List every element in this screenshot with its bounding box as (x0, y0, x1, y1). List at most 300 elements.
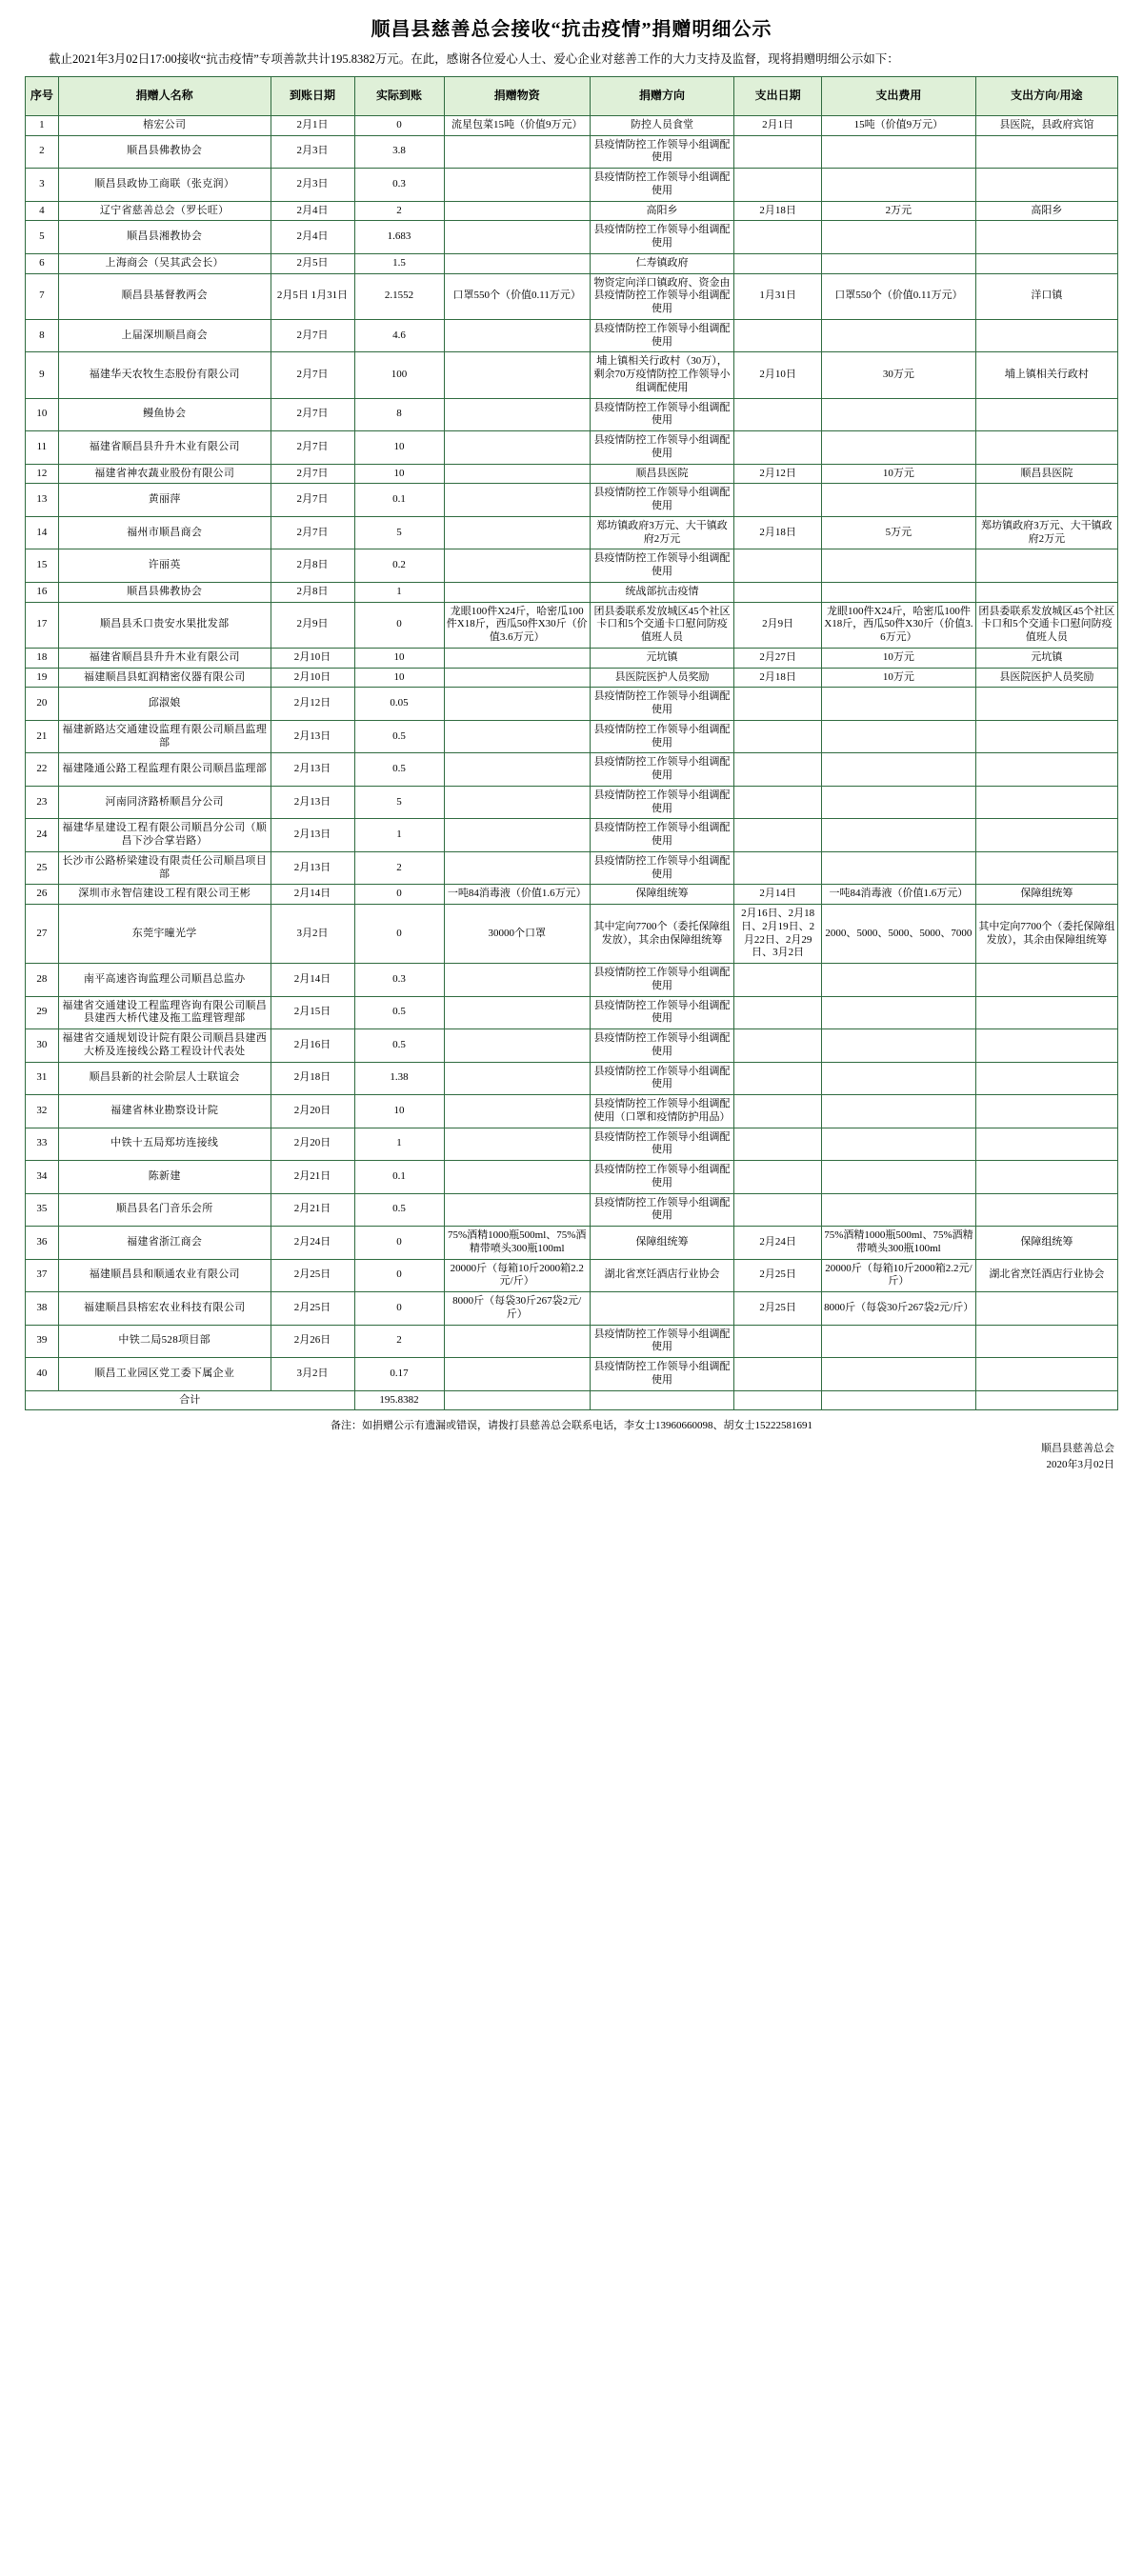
cell-pay-amount: 龙眼100件X24斤，哈密瓜100件X18斤，西瓜50件X30斤（价值3.6万元） (822, 602, 976, 648)
cell-direction: 湖北省烹饪酒店行业协会 (590, 1259, 733, 1292)
table-row (26, 431, 1118, 465)
cell-pay-amount (822, 169, 976, 202)
table-row (26, 221, 1118, 254)
cell-goods (444, 464, 590, 484)
cell-amount: 1.683 (354, 221, 444, 254)
cell-index: 35 (26, 1193, 59, 1227)
cell-pay-amount (822, 582, 976, 602)
table-row (26, 1259, 1118, 1292)
cell-pay-use: 顺昌县医院 (975, 464, 1117, 484)
cell-pay-date: 2月18日 (734, 516, 822, 549)
column-header-goods: 捐赠物资 (444, 76, 590, 115)
cell-pay-amount (822, 1358, 976, 1391)
cell-pay-date (734, 169, 822, 202)
cell-direction: 县疫情防控工作领导小组调配使用 (590, 221, 733, 254)
cell-date: 2月21日 (271, 1161, 354, 1194)
cell-index: 6 (26, 253, 59, 273)
cell-donor-name: 顺昌县新的社会阶层人士联谊会 (58, 1062, 271, 1095)
cell-date: 2月12日 (271, 688, 354, 721)
cell-goods (444, 431, 590, 465)
cell-pay-date (734, 1193, 822, 1227)
cell-index: 3 (26, 169, 59, 202)
cell-pay-use (975, 135, 1117, 169)
cell-pay-date (734, 1161, 822, 1194)
table-row (26, 753, 1118, 787)
cell-donor-name: 上海商会（吴其武会长） (58, 253, 271, 273)
cell-goods (444, 582, 590, 602)
cell-pay-use (975, 1128, 1117, 1161)
cell-goods: 龙眼100件X24斤，哈密瓜100件X18斤，西瓜50件X30斤（价值3.6万元） (444, 602, 590, 648)
cell-date: 2月8日 (271, 549, 354, 583)
cell-pay-use: 洋口镇 (975, 273, 1117, 319)
cell-pay-amount (822, 221, 976, 254)
cell-donor-name: 河南同济路桥顺昌分公司 (58, 786, 271, 819)
cell-pay-use (975, 319, 1117, 352)
table-row (26, 1325, 1118, 1358)
table-row (26, 688, 1118, 721)
cell-date: 2月20日 (271, 1128, 354, 1161)
cell-donor-name: 南平高速咨询监理公司顺昌总监办 (58, 964, 271, 997)
table-row (26, 1358, 1118, 1391)
cell-date: 2月20日 (271, 1095, 354, 1128)
table-row (26, 819, 1118, 852)
cell-date: 2月13日 (271, 851, 354, 885)
cell-amount: 5 (354, 786, 444, 819)
table-row (26, 851, 1118, 885)
cell-pay-date (734, 253, 822, 273)
table-row (26, 720, 1118, 753)
cell-donor-name: 顺昌县湘教协会 (58, 221, 271, 254)
cell-goods (444, 688, 590, 721)
cell-pay-amount (822, 398, 976, 431)
table-row (26, 352, 1118, 398)
cell-amount: 0.5 (354, 753, 444, 787)
table-row (26, 464, 1118, 484)
table-row (26, 786, 1118, 819)
cell-pay-use: 郑坊镇政府3万元、大干镇政府2万元 (975, 516, 1117, 549)
cell-amount: 0.5 (354, 996, 444, 1029)
cell-goods (444, 1029, 590, 1063)
table-row (26, 484, 1118, 517)
cell-direction: 县疫情防控工作领导小组调配使用 (590, 1029, 733, 1063)
cell-goods (444, 964, 590, 997)
cell-pay-use (975, 1292, 1117, 1326)
cell-goods (444, 549, 590, 583)
cell-pay-date (734, 431, 822, 465)
table-row (26, 115, 1118, 135)
cell-pay-date (734, 753, 822, 787)
cell-donor-name: 许丽英 (58, 549, 271, 583)
cell-amount: 10 (354, 668, 444, 688)
cell-date: 2月21日 (271, 1193, 354, 1227)
cell-pay-use (975, 1193, 1117, 1227)
cell-goods (444, 221, 590, 254)
cell-donor-name: 福建省交通规划设计院有限公司顺昌县建西大桥及连接线公路工程设计代表处 (58, 1029, 271, 1063)
cell-index: 22 (26, 753, 59, 787)
cell-date: 2月5日 1月31日 (271, 273, 354, 319)
cell-pay-amount: 10万元 (822, 464, 976, 484)
cell-pay-amount (822, 1095, 976, 1128)
cell-amount: 0 (354, 905, 444, 964)
cell-pay-date (734, 582, 822, 602)
cell-index: 30 (26, 1029, 59, 1063)
cell-pay-use: 湖北省烹饪酒店行业协会 (975, 1259, 1117, 1292)
cell-pay-date (734, 819, 822, 852)
cell-goods (444, 786, 590, 819)
cell-donor-name: 榕宏公司 (58, 115, 271, 135)
cell-direction: 县疫情防控工作领导小组调配使用 (590, 398, 733, 431)
column-header-payamount: 支出费用 (822, 76, 976, 115)
cell-direction: 县疫情防控工作领导小组调配使用 (590, 484, 733, 517)
cell-pay-use (975, 484, 1117, 517)
cell-pay-amount (822, 319, 976, 352)
cell-pay-amount: 8000斤（每袋30斤267袋2元/斤） (822, 1292, 976, 1326)
table-total-row (26, 1390, 1118, 1410)
cell-pay-use (975, 688, 1117, 721)
cell-pay-amount: 30万元 (822, 352, 976, 398)
cell-donor-name: 福建隆通公路工程监理有限公司顺昌监理部 (58, 753, 271, 787)
cell-pay-use (975, 582, 1117, 602)
cell-direction: 县疫情防控工作领导小组调配使用 (590, 753, 733, 787)
cell-amount: 0.05 (354, 688, 444, 721)
cell-pay-date (734, 319, 822, 352)
cell-amount: 2 (354, 1325, 444, 1358)
cell-direction: 高阳乡 (590, 201, 733, 221)
cell-pay-use: 团县委联系发放城区45个社区卡口和5个交通卡口慰问防疫值班人员 (975, 602, 1117, 648)
cell-amount: 2 (354, 201, 444, 221)
table-row (26, 1193, 1118, 1227)
cell-direction: 县疫情防控工作领导小组调配使用 (590, 819, 733, 852)
table-row (26, 398, 1118, 431)
cell-goods: 一吨84消毒液（价值1.6万元） (444, 885, 590, 905)
cell-date: 2月4日 (271, 201, 354, 221)
cell-date: 2月14日 (271, 885, 354, 905)
cell-pay-use (975, 964, 1117, 997)
cell-donor-name: 中铁十五局郑坊连接线 (58, 1128, 271, 1161)
cell-date: 2月10日 (271, 648, 354, 668)
cell-pay-amount (822, 688, 976, 721)
cell-direction: 其中定向7700个（委托保障组发放），其余由保障组统筹 (590, 905, 733, 964)
cell-index: 11 (26, 431, 59, 465)
cell-donor-name: 福州市顺昌商会 (58, 516, 271, 549)
cell-index: 37 (26, 1259, 59, 1292)
cell-direction: 县疫情防控工作领导小组调配使用 (590, 1193, 733, 1227)
cell-date: 2月7日 (271, 464, 354, 484)
cell-date: 2月16日 (271, 1029, 354, 1063)
cell-pay-use (975, 851, 1117, 885)
cell-pay-amount: 一吨84消毒液（价值1.6万元） (822, 885, 976, 905)
cell-pay-amount (822, 484, 976, 517)
cell-pay-amount (822, 786, 976, 819)
cell-pay-date (734, 221, 822, 254)
cell-amount: 0 (354, 602, 444, 648)
cell-amount: 10 (354, 648, 444, 668)
signature-block (0, 1439, 1143, 1491)
cell-goods (444, 516, 590, 549)
cell-pay-use (975, 786, 1117, 819)
table-body (26, 115, 1118, 1410)
cell-pay-use (975, 253, 1117, 273)
cell-direction: 县疫情防控工作领导小组调配使用 (590, 786, 733, 819)
cell-index: 27 (26, 905, 59, 964)
cell-index: 20 (26, 688, 59, 721)
table-row (26, 516, 1118, 549)
cell-pay-date: 1月31日 (734, 273, 822, 319)
cell-pay-amount: 口罩550个（价值0.11万元） (822, 273, 976, 319)
cell-goods (444, 1062, 590, 1095)
cell-direction: 县疫情防控工作领导小组调配使用 (590, 688, 733, 721)
cell-direction: 县疫情防控工作领导小组调配使用 (590, 964, 733, 997)
cell-pay-amount: 15吨（价值9万元） (822, 115, 976, 135)
table-row (26, 964, 1118, 997)
cell-index: 8 (26, 319, 59, 352)
cell-pay-amount (822, 720, 976, 753)
cell-amount: 4.6 (354, 319, 444, 352)
cell-pay-use: 县医院医护人员奖励 (975, 668, 1117, 688)
cell-pay-amount: 10万元 (822, 648, 976, 668)
cell-date: 2月7日 (271, 516, 354, 549)
cell-goods (444, 648, 590, 668)
cell-pay-date: 2月14日 (734, 885, 822, 905)
cell-direction: 统战部抗击疫情 (590, 582, 733, 602)
cell-donor-name: 陈新建 (58, 1161, 271, 1194)
cell-direction: 县疫情防控工作领导小组调配使用 (590, 996, 733, 1029)
cell-direction: 县疫情防控工作领导小组调配使用 (590, 1128, 733, 1161)
cell-donor-name: 辽宁省慈善总会（罗长旺） (58, 201, 271, 221)
cell-pay-date (734, 1062, 822, 1095)
cell-goods: 流星包菜15吨（价值9万元） (444, 115, 590, 135)
cell-goods (444, 851, 590, 885)
cell-amount: 0.1 (354, 484, 444, 517)
cell-pay-date (734, 688, 822, 721)
cell-donor-name: 上届深圳顺昌商会 (58, 319, 271, 352)
cell-pay-use: 高阳乡 (975, 201, 1117, 221)
cell-amount: 100 (354, 352, 444, 398)
cell-amount: 0.17 (354, 1358, 444, 1391)
cell-goods (444, 1193, 590, 1227)
cell-index: 14 (26, 516, 59, 549)
cell-goods (444, 1325, 590, 1358)
cell-donor-name: 福建省顺昌县升升木业有限公司 (58, 431, 271, 465)
cell-pay-use (975, 720, 1117, 753)
cell-date: 2月15日 (271, 996, 354, 1029)
cell-amount: 10 (354, 431, 444, 465)
cell-pay-use (975, 1062, 1117, 1095)
cell-goods (444, 169, 590, 202)
cell-pay-use (975, 1029, 1117, 1063)
cell-pay-use (975, 1161, 1117, 1194)
cell-donor-name: 福建顺昌县虹润精密仪器有限公司 (58, 668, 271, 688)
cell-date: 2月18日 (271, 1062, 354, 1095)
cell-goods (444, 135, 590, 169)
cell-pay-use (975, 819, 1117, 852)
table-row (26, 582, 1118, 602)
total-amount: 195.8382 (354, 1390, 444, 1410)
column-header-amount: 实际到账 (354, 76, 444, 115)
cell-date: 2月24日 (271, 1227, 354, 1260)
cell-index: 38 (26, 1292, 59, 1326)
cell-pay-use: 保障组统筹 (975, 885, 1117, 905)
table-row (26, 319, 1118, 352)
cell-index: 12 (26, 464, 59, 484)
cell-date: 2月25日 (271, 1259, 354, 1292)
cell-pay-amount (822, 996, 976, 1029)
table-row (26, 996, 1118, 1029)
cell-index: 15 (26, 549, 59, 583)
cell-goods (444, 819, 590, 852)
cell-pay-date (734, 1325, 822, 1358)
cell-amount: 0 (354, 115, 444, 135)
cell-goods: 75%酒精1000瓶500ml、75%酒精带喷头300瓶100ml (444, 1227, 590, 1260)
cell-goods (444, 253, 590, 273)
cell-direction: 郑坊镇政府3万元、大干镇政府2万元 (590, 516, 733, 549)
total-empty-cell (590, 1390, 733, 1410)
cell-date: 2月13日 (271, 786, 354, 819)
table-row (26, 602, 1118, 648)
cell-donor-name: 福建顺昌县榕宏农业科技有限公司 (58, 1292, 271, 1326)
table-row (26, 1161, 1118, 1194)
cell-pay-date (734, 851, 822, 885)
cell-index: 34 (26, 1161, 59, 1194)
cell-direction: 物资定向洋口镇政府、资金由县疫情防控工作领导小组调配使用 (590, 273, 733, 319)
cell-pay-date (734, 996, 822, 1029)
cell-amount: 2.1552 (354, 273, 444, 319)
cell-donor-name: 福建华天农牧生态股份有限公司 (58, 352, 271, 398)
cell-direction (590, 1292, 733, 1326)
cell-index: 10 (26, 398, 59, 431)
cell-amount: 0.2 (354, 549, 444, 583)
cell-amount: 2 (354, 851, 444, 885)
cell-direction: 县疫情防控工作领导小组调配使用 (590, 549, 733, 583)
cell-pay-date: 2月10日 (734, 352, 822, 398)
cell-pay-use (975, 221, 1117, 254)
footer-note: 备注：如捐赠公示有遗漏或错误，请拨打县慈善总会联系电话，李女士13960660098、胡女士15222581691 (331, 1420, 812, 1432)
table-row (26, 1029, 1118, 1063)
cell-goods: 30000个口罩 (444, 905, 590, 964)
cell-index: 13 (26, 484, 59, 517)
cell-pay-use: 元坑镇 (975, 648, 1117, 668)
cell-amount: 1 (354, 1128, 444, 1161)
cell-donor-name: 福建省顺昌县升升木业有限公司 (58, 648, 271, 668)
cell-date: 2月26日 (271, 1325, 354, 1358)
donation-table (25, 76, 1118, 1411)
cell-pay-use: 保障组统筹 (975, 1227, 1117, 1260)
table-row (26, 1227, 1118, 1260)
table-row (26, 201, 1118, 221)
cell-index: 21 (26, 720, 59, 753)
cell-amount: 1.38 (354, 1062, 444, 1095)
cell-pay-amount (822, 819, 976, 852)
cell-amount: 0.5 (354, 1193, 444, 1227)
cell-donor-name: 福建华星建设工程有限公司顺昌分公司（顺昌下沙合掌岩路） (58, 819, 271, 852)
cell-donor-name: 邱淑娘 (58, 688, 271, 721)
cell-index: 40 (26, 1358, 59, 1391)
cell-date: 2月25日 (271, 1292, 354, 1326)
cell-goods: 8000斤（每袋30斤267袋2元/斤） (444, 1292, 590, 1326)
cell-index: 39 (26, 1325, 59, 1358)
cell-goods (444, 484, 590, 517)
table-row (26, 905, 1118, 964)
cell-pay-use (975, 753, 1117, 787)
cell-date: 2月7日 (271, 398, 354, 431)
cell-direction: 县疫情防控工作领导小组调配使用 (590, 1325, 733, 1358)
cell-donor-name: 顺昌县基督教两会 (58, 273, 271, 319)
cell-date: 3月2日 (271, 1358, 354, 1391)
cell-date: 2月9日 (271, 602, 354, 648)
cell-pay-use: 埔上镇相关行政村 (975, 352, 1117, 398)
total-empty-cell (444, 1390, 590, 1410)
cell-index: 26 (26, 885, 59, 905)
cell-date: 2月5日 (271, 253, 354, 273)
table-row (26, 253, 1118, 273)
cell-direction: 县疫情防控工作领导小组调配使用 (590, 319, 733, 352)
cell-pay-date (734, 549, 822, 583)
cell-direction: 防控人员食堂 (590, 115, 733, 135)
cell-date: 2月14日 (271, 964, 354, 997)
cell-goods (444, 668, 590, 688)
cell-pay-use (975, 431, 1117, 465)
cell-donor-name: 顺昌县佛教协会 (58, 135, 271, 169)
cell-pay-use (975, 1095, 1117, 1128)
cell-pay-use (975, 1325, 1117, 1358)
cell-index: 32 (26, 1095, 59, 1128)
cell-amount: 3.8 (354, 135, 444, 169)
cell-index: 7 (26, 273, 59, 319)
cell-goods (444, 398, 590, 431)
cell-date: 2月8日 (271, 582, 354, 602)
cell-goods: 口罩550个（价值0.11万元） (444, 273, 590, 319)
cell-index: 31 (26, 1062, 59, 1095)
cell-goods (444, 1161, 590, 1194)
cell-pay-use (975, 549, 1117, 583)
table-row (26, 885, 1118, 905)
table-row (26, 549, 1118, 583)
cell-donor-name: 福建省浙江商会 (58, 1227, 271, 1260)
cell-direction: 顺昌县医院 (590, 464, 733, 484)
cell-donor-name: 深圳市永智信建设工程有限公司王彬 (58, 885, 271, 905)
cell-goods (444, 996, 590, 1029)
cell-index: 17 (26, 602, 59, 648)
cell-index: 5 (26, 221, 59, 254)
cell-donor-name: 长沙市公路桥梁建设有限责任公司顺昌项目部 (58, 851, 271, 885)
column-header-index: 序号 (26, 76, 59, 115)
table-row (26, 135, 1118, 169)
cell-index: 1 (26, 115, 59, 135)
cell-amount: 0 (354, 1259, 444, 1292)
cell-donor-name: 黄丽萍 (58, 484, 271, 517)
cell-pay-amount (822, 964, 976, 997)
cell-pay-date (734, 1029, 822, 1063)
cell-pay-date (734, 1095, 822, 1128)
cell-donor-name: 顺昌县佛教协会 (58, 582, 271, 602)
cell-direction: 保障组统筹 (590, 885, 733, 905)
cell-donor-name: 顺昌县政协工商联（张克润） (58, 169, 271, 202)
intro-paragraph: 截止2021年3月02日17:00接收“抗击疫情”专项善款共计195.8382万元。在此，感谢各位爱心人士、爱心企业对慈善工作的大力支持及监督，现将捐赠明细公示如下： (49, 52, 899, 66)
cell-date: 2月13日 (271, 753, 354, 787)
cell-amount: 0 (354, 1227, 444, 1260)
cell-index: 36 (26, 1227, 59, 1260)
cell-pay-date: 2月27日 (734, 648, 822, 668)
cell-amount: 0.5 (354, 1029, 444, 1063)
cell-pay-date (734, 398, 822, 431)
signature-date: 2020年3月02日 (1046, 1459, 1114, 1471)
cell-amount: 10 (354, 1095, 444, 1128)
cell-pay-amount (822, 431, 976, 465)
cell-date: 2月7日 (271, 484, 354, 517)
column-header-donor: 捐赠人名称 (58, 76, 271, 115)
table-row (26, 273, 1118, 319)
header-row (26, 76, 1118, 115)
